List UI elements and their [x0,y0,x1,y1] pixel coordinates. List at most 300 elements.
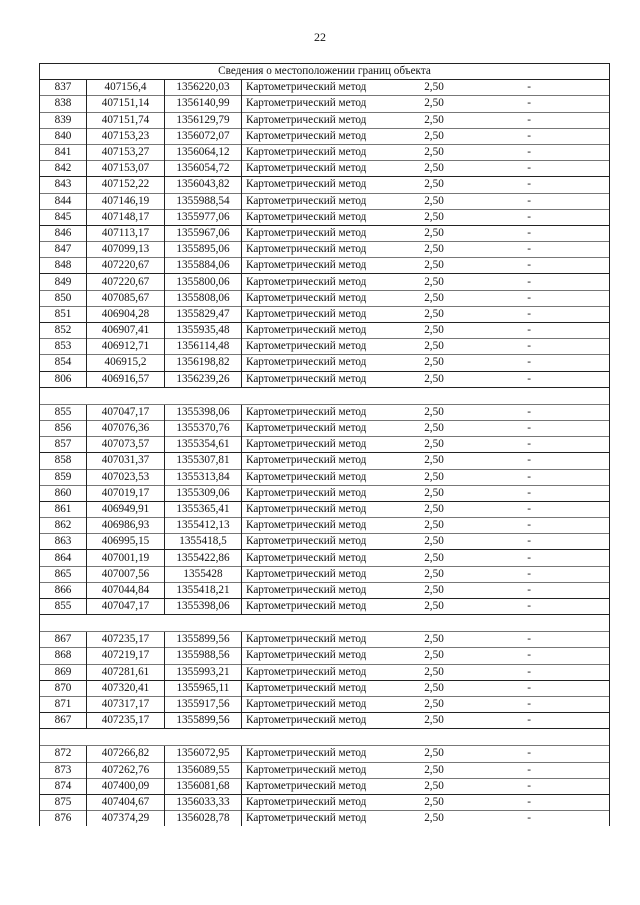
x-coordinate-cell: 407266,82 [87,746,165,762]
y-coordinate-cell: 1355412,13 [165,518,242,534]
point-number-cell: 838 [40,96,87,112]
accuracy-cell: 2,50 [388,258,478,274]
method-cell: Картометрический метод [242,274,388,290]
x-coordinate-cell: 407219,17 [87,648,165,664]
y-coordinate-cell: 1356072,07 [165,128,242,144]
x-coordinate-cell: 407151,14 [87,96,165,112]
method-cell: Картометрический метод [242,355,388,371]
point-number-cell: 806 [40,371,87,387]
method-cell: Картометрический метод [242,404,388,420]
method-cell: Картометрический метод [242,242,388,258]
table-row [40,696,610,712]
y-coordinate-cell: 1355800,06 [165,274,242,290]
table-row [40,339,610,355]
accuracy-cell: 2,50 [388,225,478,241]
accuracy-cell: 2,50 [388,371,478,387]
method-cell: Картометрический метод [242,371,388,387]
accuracy-cell: 2,50 [388,469,478,485]
point-number-cell: 855 [40,599,87,615]
x-coordinate-cell: 407153,23 [87,128,165,144]
y-coordinate-cell: 1356043,82 [165,177,242,193]
description-cell: - [478,306,610,322]
accuracy-cell: 2,50 [388,713,478,729]
description-cell: - [478,144,610,160]
description-cell: - [478,193,610,209]
description-cell: - [478,534,610,550]
accuracy-cell: 2,50 [388,339,478,355]
table-row [40,794,610,810]
method-cell: Картометрический метод [242,566,388,582]
accuracy-cell: 2,50 [388,811,478,827]
table-row [40,534,610,550]
description-cell: - [478,371,610,387]
description-cell: - [478,648,610,664]
method-cell: Картометрический метод [242,225,388,241]
description-cell: - [478,274,610,290]
x-coordinate-cell: 406995,15 [87,534,165,550]
y-coordinate-cell: 1356054,72 [165,161,242,177]
description-cell: - [478,778,610,794]
accuracy-cell: 2,50 [388,518,478,534]
group-separator-cell [40,615,610,632]
group-separator-row [40,387,610,404]
table-row [40,453,610,469]
table-row [40,680,610,696]
description-cell: - [478,96,610,112]
method-cell: Картометрический метод [242,437,388,453]
table-row [40,485,610,501]
accuracy-cell: 2,50 [388,306,478,322]
table-row [40,437,610,453]
description-cell: - [478,811,610,827]
point-number-cell: 876 [40,811,87,827]
point-number-cell: 840 [40,128,87,144]
table-row [40,96,610,112]
accuracy-cell: 2,50 [388,404,478,420]
method-cell: Картометрический метод [242,680,388,696]
accuracy-cell: 2,50 [388,128,478,144]
method-cell: Картометрический метод [242,485,388,501]
table-row [40,306,610,322]
method-cell: Картометрический метод [242,664,388,680]
point-number-cell: 874 [40,778,87,794]
table-row [40,274,610,290]
description-cell: - [478,550,610,566]
y-coordinate-cell: 1356114,48 [165,339,242,355]
x-coordinate-cell: 407113,17 [87,225,165,241]
table-row [40,209,610,225]
point-number-cell: 839 [40,112,87,128]
method-cell: Картометрический метод [242,128,388,144]
table-row [40,518,610,534]
y-coordinate-cell: 1356072,95 [165,746,242,762]
y-coordinate-cell: 1356064,12 [165,144,242,160]
y-coordinate-cell: 1356081,68 [165,778,242,794]
page-number: 22 [314,30,326,44]
table-row [40,648,610,664]
description-cell: - [478,664,610,680]
y-coordinate-cell: 1356028,78 [165,811,242,827]
x-coordinate-cell: 407031,37 [87,453,165,469]
method-cell: Картометрический метод [242,632,388,648]
method-cell: Картометрический метод [242,323,388,339]
point-number-cell: 854 [40,355,87,371]
method-cell: Картометрический метод [242,420,388,436]
method-cell: Картометрический метод [242,778,388,794]
y-coordinate-cell: 1356220,03 [165,80,242,96]
accuracy-cell: 2,50 [388,193,478,209]
accuracy-cell: 2,50 [388,550,478,566]
accuracy-cell: 2,50 [388,420,478,436]
y-coordinate-cell: 1355935,48 [165,323,242,339]
y-coordinate-cell: 1355993,21 [165,664,242,680]
description-cell: - [478,696,610,712]
method-cell: Картометрический метод [242,161,388,177]
point-number-cell: 864 [40,550,87,566]
x-coordinate-cell: 407235,17 [87,713,165,729]
table-row [40,746,610,762]
table-row [40,582,610,598]
y-coordinate-cell: 1355917,56 [165,696,242,712]
table-row [40,762,610,778]
table-row [40,80,610,96]
y-coordinate-cell: 1355398,06 [165,599,242,615]
accuracy-cell: 2,50 [388,177,478,193]
method-cell: Картометрический метод [242,648,388,664]
x-coordinate-cell: 407220,67 [87,258,165,274]
table-row [40,599,610,615]
description-cell: - [478,209,610,225]
y-coordinate-cell: 1355428 [165,566,242,582]
method-cell: Картометрический метод [242,696,388,712]
accuracy-cell: 2,50 [388,453,478,469]
accuracy-cell: 2,50 [388,323,478,339]
x-coordinate-cell: 406949,91 [87,501,165,517]
x-coordinate-cell: 406904,28 [87,306,165,322]
point-number-cell: 856 [40,420,87,436]
table-row [40,371,610,387]
y-coordinate-cell: 1355895,06 [165,242,242,258]
point-number-cell: 849 [40,274,87,290]
x-coordinate-cell: 407317,17 [87,696,165,712]
method-cell: Картометрический метод [242,599,388,615]
y-coordinate-cell: 1356033,33 [165,794,242,810]
description-cell: - [478,339,610,355]
method-cell: Картометрический метод [242,339,388,355]
table-row [40,112,610,128]
point-number-cell: 847 [40,242,87,258]
description-cell: - [478,501,610,517]
x-coordinate-cell: 407262,76 [87,762,165,778]
point-number-cell: 841 [40,144,87,160]
group-separator-cell [40,729,610,746]
accuracy-cell: 2,50 [388,290,478,306]
method-cell: Картометрический метод [242,582,388,598]
point-number-cell: 867 [40,713,87,729]
x-coordinate-cell: 407099,13 [87,242,165,258]
accuracy-cell: 2,50 [388,501,478,517]
x-coordinate-cell: 407047,17 [87,404,165,420]
accuracy-cell: 2,50 [388,355,478,371]
description-cell: - [478,566,610,582]
y-coordinate-cell: 1355899,56 [165,632,242,648]
method-cell: Картометрический метод [242,534,388,550]
point-number-cell: 873 [40,762,87,778]
description-cell: - [478,112,610,128]
table-row [40,290,610,306]
accuracy-cell: 2,50 [388,242,478,258]
group-separator-row [40,729,610,746]
method-cell: Картометрический метод [242,193,388,209]
table-row [40,550,610,566]
y-coordinate-cell: 1355418,5 [165,534,242,550]
table-row [40,355,610,371]
description-cell: - [478,469,610,485]
point-number-cell: 865 [40,566,87,582]
description-cell: - [478,485,610,501]
x-coordinate-cell: 407019,17 [87,485,165,501]
description-cell: - [478,518,610,534]
y-coordinate-cell: 1355967,06 [165,225,242,241]
table-row [40,404,610,420]
y-coordinate-cell: 1355977,06 [165,209,242,225]
table-header-row [40,64,610,80]
table-row [40,632,610,648]
x-coordinate-cell: 407281,61 [87,664,165,680]
table-row [40,144,610,160]
method-cell: Картометрический метод [242,306,388,322]
accuracy-cell: 2,50 [388,778,478,794]
table-row [40,258,610,274]
point-number-cell: 863 [40,534,87,550]
accuracy-cell: 2,50 [388,80,478,96]
description-cell: - [478,437,610,453]
y-coordinate-cell: 1355829,47 [165,306,242,322]
y-coordinate-cell: 1355354,61 [165,437,242,453]
description-cell: - [478,420,610,436]
method-cell: Картометрический метод [242,80,388,96]
x-coordinate-cell: 407156,4 [87,80,165,96]
description-cell: - [478,225,610,241]
description-cell: - [478,161,610,177]
x-coordinate-cell: 407148,17 [87,209,165,225]
y-coordinate-cell: 1356129,79 [165,112,242,128]
method-cell: Картометрический метод [242,713,388,729]
description-cell: - [478,128,610,144]
y-coordinate-cell: 1355418,21 [165,582,242,598]
method-cell: Картометрический метод [242,453,388,469]
method-cell: Картометрический метод [242,811,388,827]
table-row [40,501,610,517]
y-coordinate-cell: 1355365,41 [165,501,242,517]
group-separator-cell [40,387,610,404]
point-number-cell: 868 [40,648,87,664]
description-cell: - [478,680,610,696]
point-number-cell: 852 [40,323,87,339]
x-coordinate-cell: 406916,57 [87,371,165,387]
y-coordinate-cell: 1355398,06 [165,404,242,420]
y-coordinate-cell: 1355422,86 [165,550,242,566]
method-cell: Картометрический метод [242,112,388,128]
table-row [40,242,610,258]
x-coordinate-cell: 407220,67 [87,274,165,290]
accuracy-cell: 2,50 [388,161,478,177]
method-cell: Картометрический метод [242,550,388,566]
point-number-cell: 853 [40,339,87,355]
x-coordinate-cell: 407001,19 [87,550,165,566]
point-number-cell: 862 [40,518,87,534]
accuracy-cell: 2,50 [388,112,478,128]
description-cell: - [478,355,610,371]
table-title: Сведения о местоположении границ объекта [40,64,610,80]
point-number-cell: 843 [40,177,87,193]
description-cell: - [478,177,610,193]
x-coordinate-cell: 406915,2 [87,355,165,371]
accuracy-cell: 2,50 [388,534,478,550]
point-number-cell: 870 [40,680,87,696]
accuracy-cell: 2,50 [388,599,478,615]
description-cell: - [478,599,610,615]
y-coordinate-cell: 1355307,81 [165,453,242,469]
y-coordinate-cell: 1355309,06 [165,485,242,501]
table-row [40,811,610,827]
description-cell: - [478,582,610,598]
x-coordinate-cell: 407153,27 [87,144,165,160]
table-row [40,193,610,209]
x-coordinate-cell: 407235,17 [87,632,165,648]
point-number-cell: 844 [40,193,87,209]
accuracy-cell: 2,50 [388,96,478,112]
method-cell: Картометрический метод [242,290,388,306]
accuracy-cell: 2,50 [388,762,478,778]
method-cell: Картометрический метод [242,177,388,193]
x-coordinate-cell: 406907,41 [87,323,165,339]
description-cell: - [478,80,610,96]
method-cell: Картометрический метод [242,746,388,762]
x-coordinate-cell: 407085,67 [87,290,165,306]
boundary-coordinates-table [39,63,610,826]
accuracy-cell: 2,50 [388,696,478,712]
y-coordinate-cell: 1356140,99 [165,96,242,112]
accuracy-cell: 2,50 [388,648,478,664]
point-number-cell: 848 [40,258,87,274]
point-number-cell: 850 [40,290,87,306]
point-number-cell: 869 [40,664,87,680]
table-row [40,161,610,177]
accuracy-cell: 2,50 [388,664,478,680]
point-number-cell: 866 [40,582,87,598]
y-coordinate-cell: 1355899,56 [165,713,242,729]
x-coordinate-cell: 407073,57 [87,437,165,453]
point-number-cell: 859 [40,469,87,485]
table-row [40,420,610,436]
y-coordinate-cell: 1356198,82 [165,355,242,371]
table-row [40,225,610,241]
x-coordinate-cell: 407023,53 [87,469,165,485]
y-coordinate-cell: 1355370,76 [165,420,242,436]
accuracy-cell: 2,50 [388,632,478,648]
point-number-cell: 861 [40,501,87,517]
accuracy-cell: 2,50 [388,794,478,810]
x-coordinate-cell: 407320,41 [87,680,165,696]
description-cell: - [478,746,610,762]
accuracy-cell: 2,50 [388,746,478,762]
method-cell: Картометрический метод [242,762,388,778]
accuracy-cell: 2,50 [388,144,478,160]
x-coordinate-cell: 407146,19 [87,193,165,209]
table-row [40,664,610,680]
method-cell: Картометрический метод [242,209,388,225]
point-number-cell: 872 [40,746,87,762]
method-cell: Картометрический метод [242,96,388,112]
y-coordinate-cell: 1355313,84 [165,469,242,485]
y-coordinate-cell: 1356089,55 [165,762,242,778]
accuracy-cell: 2,50 [388,566,478,582]
y-coordinate-cell: 1355988,54 [165,193,242,209]
description-cell: - [478,290,610,306]
x-coordinate-cell: 407404,67 [87,794,165,810]
description-cell: - [478,453,610,469]
description-cell: - [478,404,610,420]
table-row [40,566,610,582]
point-number-cell: 837 [40,80,87,96]
point-number-cell: 846 [40,225,87,241]
description-cell: - [478,762,610,778]
x-coordinate-cell: 407400,09 [87,778,165,794]
x-coordinate-cell: 406912,71 [87,339,165,355]
y-coordinate-cell: 1355965,11 [165,680,242,696]
accuracy-cell: 2,50 [388,209,478,225]
x-coordinate-cell: 407076,36 [87,420,165,436]
x-coordinate-cell: 407007,56 [87,566,165,582]
table-row [40,323,610,339]
method-cell: Картометрический метод [242,144,388,160]
y-coordinate-cell: 1355884,06 [165,258,242,274]
group-separator-row [40,615,610,632]
description-cell: - [478,794,610,810]
y-coordinate-cell: 1355808,06 [165,290,242,306]
point-number-cell: 842 [40,161,87,177]
point-number-cell: 855 [40,404,87,420]
method-cell: Картометрический метод [242,258,388,274]
table-row [40,713,610,729]
method-cell: Картометрический метод [242,469,388,485]
accuracy-cell: 2,50 [388,274,478,290]
x-coordinate-cell: 406986,93 [87,518,165,534]
x-coordinate-cell: 407153,07 [87,161,165,177]
y-coordinate-cell: 1356239,26 [165,371,242,387]
description-cell: - [478,713,610,729]
method-cell: Картометрический метод [242,794,388,810]
method-cell: Картометрический метод [242,501,388,517]
point-number-cell: 845 [40,209,87,225]
description-cell: - [478,258,610,274]
description-cell: - [478,632,610,648]
x-coordinate-cell: 407152,22 [87,177,165,193]
method-cell: Картометрический метод [242,518,388,534]
y-coordinate-cell: 1355988,56 [165,648,242,664]
table-row [40,778,610,794]
x-coordinate-cell: 407044,84 [87,582,165,598]
x-coordinate-cell: 407374,29 [87,811,165,827]
point-number-cell: 860 [40,485,87,501]
x-coordinate-cell: 407047,17 [87,599,165,615]
description-cell: - [478,323,610,339]
accuracy-cell: 2,50 [388,680,478,696]
table-row [40,128,610,144]
point-number-cell: 851 [40,306,87,322]
point-number-cell: 871 [40,696,87,712]
